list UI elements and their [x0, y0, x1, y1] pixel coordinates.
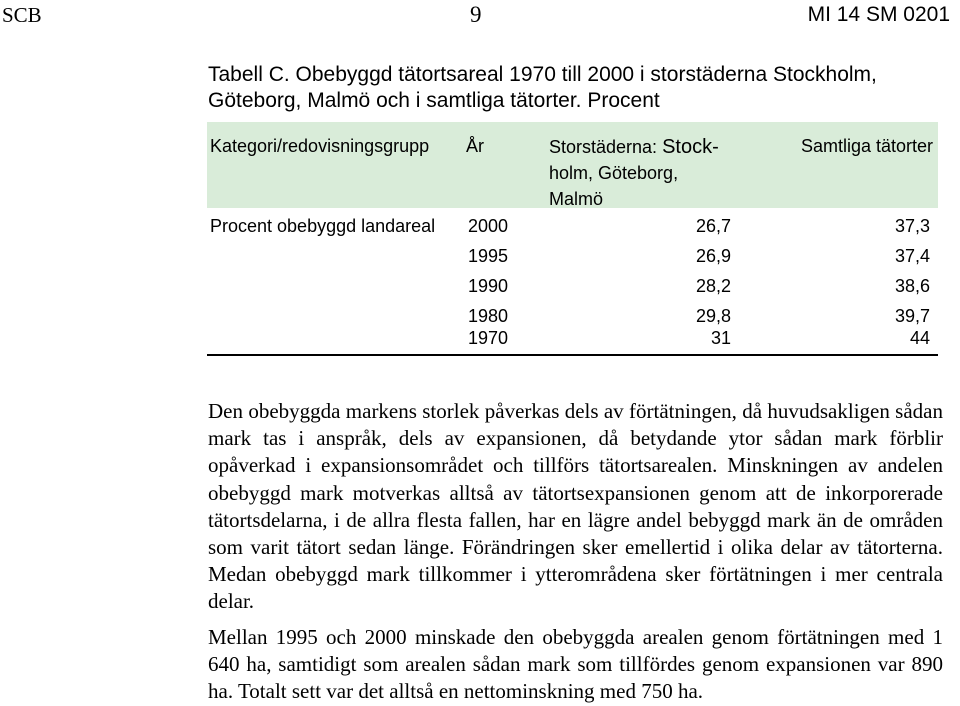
cell-metro: 31 — [710, 328, 731, 348]
header-metro-line1b: Stock- — [662, 136, 719, 158]
header-metro-line2: holm, Göteborg, — [549, 163, 679, 183]
cell-category: Procent obebyggd landareal — [210, 216, 436, 236]
header-category: Kategori/redovisningsgrupp — [210, 136, 430, 156]
cell-metro: 29,8 — [695, 306, 731, 326]
table-row — [207, 242, 938, 270]
table-header — [207, 122, 938, 208]
cell-year: 1990 — [468, 276, 509, 296]
cell-all: 38,6 — [894, 276, 930, 296]
page-number: 9 — [470, 2, 482, 27]
body-paragraph: Den obebyggda markens storlek påverkas dels av förtätningen, då huvudsakligen sådan mark tas i anspråk, dels av expansionen, då betydande ytor sådan mark förblir opåverkad i expansionsområdet och tillförs tätortsarealen. Minskningen av andelen obebyggd mark motverkas alltså av tätortsexpansionen genom att de inkorporerade tätortsdelarna, i de allra flesta fallen, har en lägre andel bebyggd mark än de områden som varit tätort sedan länge. Förändringen sker emellertid i olika delar av tätorterna. Medan obebyggd mark tillkommer i ytterområdena sker förtätningen i mer centrala delar. — [208, 399, 943, 614]
cell-metro: 26,7 — [695, 216, 731, 236]
cell-all: 39,7 — [894, 306, 930, 326]
report-id: MI 14 SM 0201 — [807, 3, 950, 26]
cell-all: 37,4 — [894, 246, 930, 266]
cell-year: 1995 — [468, 246, 509, 266]
cell-all: 37,3 — [894, 216, 930, 236]
body-paragraph: Mellan 1995 och 2000 minskade den obebyggda arealen genom förtätningen med 1 640 ha, samtidigt som arealen sådan mark som tillfördes genom expansionen var 890 ha. Totalt sett var det alltså en nettominskning med 750 ha. — [208, 625, 943, 704]
table-caption: Tabell C. Obebyggd tätortsareal 1970 till 2000 i storstäderna Stockholm, Göteborg, Malmö och i samtliga tätorter. Procent — [208, 63, 877, 112]
cell-metro: 26,9 — [695, 246, 731, 266]
header-year: År — [466, 136, 484, 156]
cell-year: 1980 — [468, 306, 509, 326]
cell-all: 44 — [909, 328, 930, 348]
header-metro-line1: Storstäderna: — [549, 137, 663, 157]
data-table — [207, 122, 938, 356]
header-agency: SCB — [2, 3, 42, 27]
table-row — [207, 212, 938, 240]
cell-year: 1970 — [468, 328, 509, 348]
header-all-localities: Samtliga tätorter — [800, 136, 933, 156]
cell-metro: 28,2 — [695, 276, 731, 296]
header-metro — [549, 134, 749, 212]
table-row — [207, 272, 938, 300]
table-row — [207, 324, 938, 352]
header-metro-line3: Malmö — [549, 189, 604, 209]
cell-year: 2000 — [468, 216, 509, 236]
